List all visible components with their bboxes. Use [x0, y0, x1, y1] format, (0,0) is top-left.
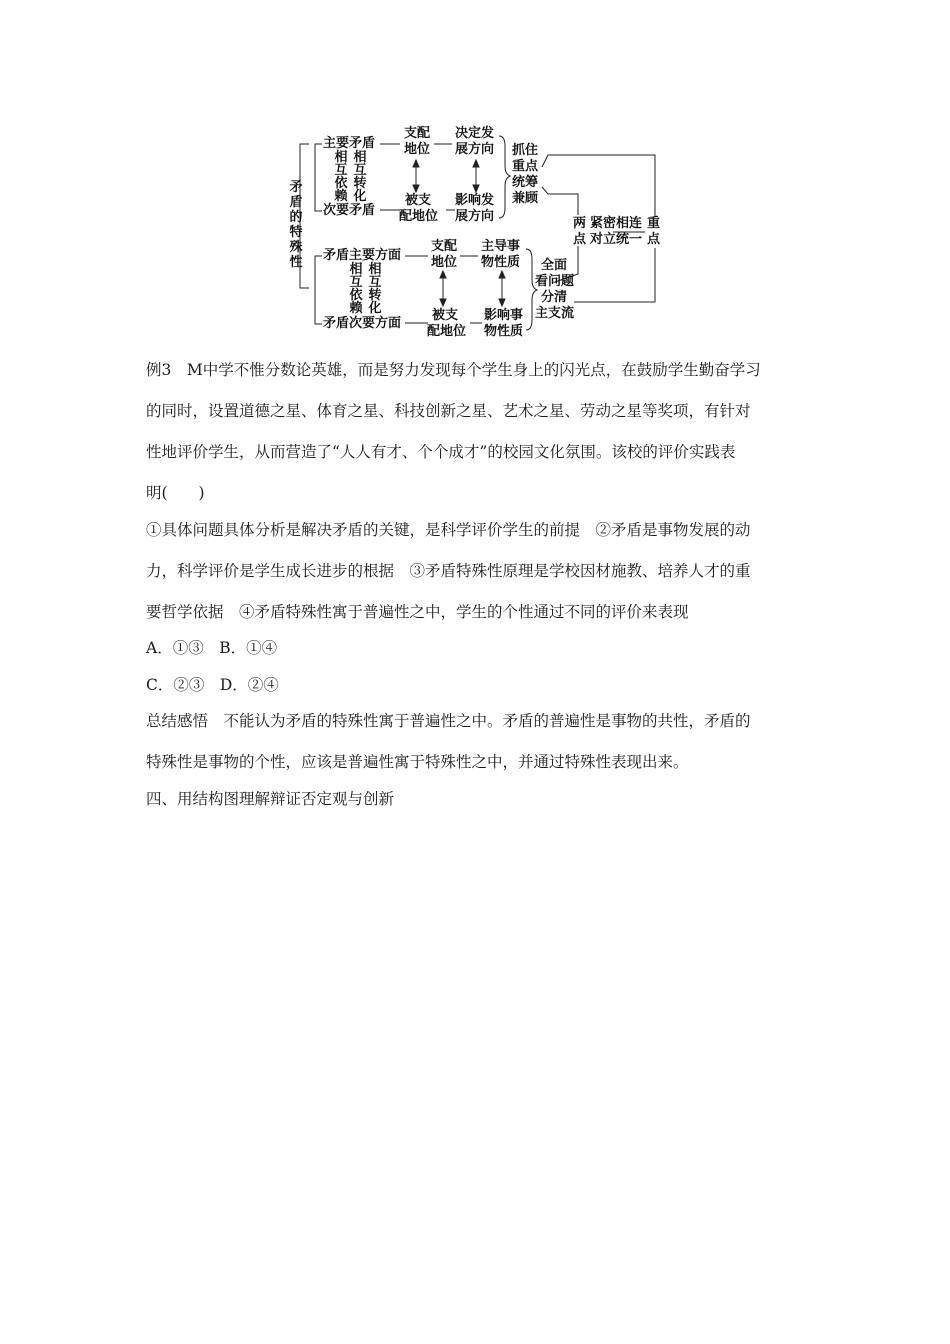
- secondary-aspect: 矛盾次要方面: [323, 316, 402, 331]
- example-line-1: 例3 M中学不惟分数论英雄，而是努力发现每个学生身上的闪光点，在鼓励学生勤奋学习: [146, 361, 761, 379]
- lead-nature-2: 物性质: [481, 255, 521, 270]
- lower-bracket: [315, 256, 322, 324]
- two-points-1: 两: [573, 216, 587, 231]
- grasp-3: 统筹: [512, 175, 539, 190]
- example-line-2: 的同时，设置道德之星、体育之星、科技创新之星、艺术之星、劳动之星等奖项，有针对: [146, 402, 751, 420]
- summary-line-2: 特殊性是事物的个性，应该是普遍性寓于特殊性之中，并通过特殊性表现出来。: [146, 753, 689, 771]
- top-mutual-dependence: 相互依赖: [334, 150, 348, 204]
- two-points-2: 点: [573, 232, 587, 247]
- top-dominate-1: 支配: [404, 126, 431, 141]
- view-2: 看问题: [535, 274, 575, 289]
- choices-ab: A．①③ B．①④: [146, 639, 278, 657]
- influence-direction-2: 展方向: [455, 209, 495, 224]
- bottom-dominated-2: 配地位: [427, 324, 467, 339]
- section-heading: 四、用结构图理解辩证否定观与创新: [146, 790, 395, 808]
- influence-nature-1: 影响事: [484, 308, 524, 323]
- view-1: 全面: [541, 258, 568, 273]
- key-points-2: 点: [647, 232, 661, 247]
- influence-direction-1: 影响发: [455, 193, 495, 208]
- example-line-4: 明( ): [146, 484, 205, 502]
- close-link: 紧密相连: [590, 216, 643, 231]
- influence-nature-2: 物性质: [484, 324, 524, 339]
- summary-line-1: 总结感悟 不能认为矛盾的特殊性寓于普遍性之中。矛盾的普遍性是事物的共性，矛盾的: [146, 712, 751, 730]
- example-line-3: 性地评价学生，从而营造了“人人有才、个个成才”的校园文化氛围。该校的评价实践表: [146, 443, 736, 461]
- main-aspect: 矛盾主要方面: [323, 248, 402, 263]
- top-dominated-1: 被支: [405, 193, 432, 208]
- grasp-1: 抓住: [512, 143, 539, 158]
- top-mutual-transformation: 相互转化: [353, 150, 367, 204]
- diagram-connector-lines: [0, 0, 950, 360]
- choices-cd: C．②③ D．②④: [146, 676, 279, 694]
- secondary-contradiction: 次要矛盾: [323, 203, 376, 218]
- option-line-2: 力，科学评价是学生成长进步的根据 ③矛盾特殊性原理是学校因材施教、培养人才的重: [146, 562, 751, 580]
- view-4: 主支流: [535, 306, 575, 321]
- option-line-1: ①具体问题具体分析是解决矛盾的关键，是科学评价学生的前提 ②矛盾是事物发展的动: [146, 521, 751, 539]
- view-3: 分清: [541, 290, 568, 305]
- decide-direction-1: 决定发: [455, 126, 495, 141]
- unity-opposites: 对立统一: [590, 232, 643, 247]
- bottom-dominated-1: 被支: [432, 308, 459, 323]
- root-label: 矛盾的特殊性: [289, 180, 303, 270]
- lead-nature-1: 主导事: [481, 239, 521, 254]
- top-brace: [499, 136, 510, 218]
- top-dominate-2: 地位: [404, 142, 431, 157]
- bottom-mutual-dependence: 相互依赖: [349, 262, 363, 316]
- upper-bracket: [315, 144, 322, 211]
- option-line-3: 要哲学依据 ④矛盾特殊性寓于普遍性之中，学生的个性通过不同的评价来表现: [146, 603, 689, 621]
- top-dominated-2: 配地位: [399, 209, 439, 224]
- grasp-2: 重点: [512, 159, 539, 174]
- bottom-dominate-2: 地位: [431, 255, 458, 270]
- bottom-mutual-transformation: 相互转化: [368, 262, 382, 316]
- decide-direction-2: 展方向: [455, 142, 495, 157]
- grasp-4: 兼顾: [512, 191, 539, 206]
- main-contradiction: 主要矛盾: [323, 136, 376, 151]
- key-points-1: 重: [647, 216, 661, 231]
- bottom-dominate-1: 支配: [431, 239, 458, 254]
